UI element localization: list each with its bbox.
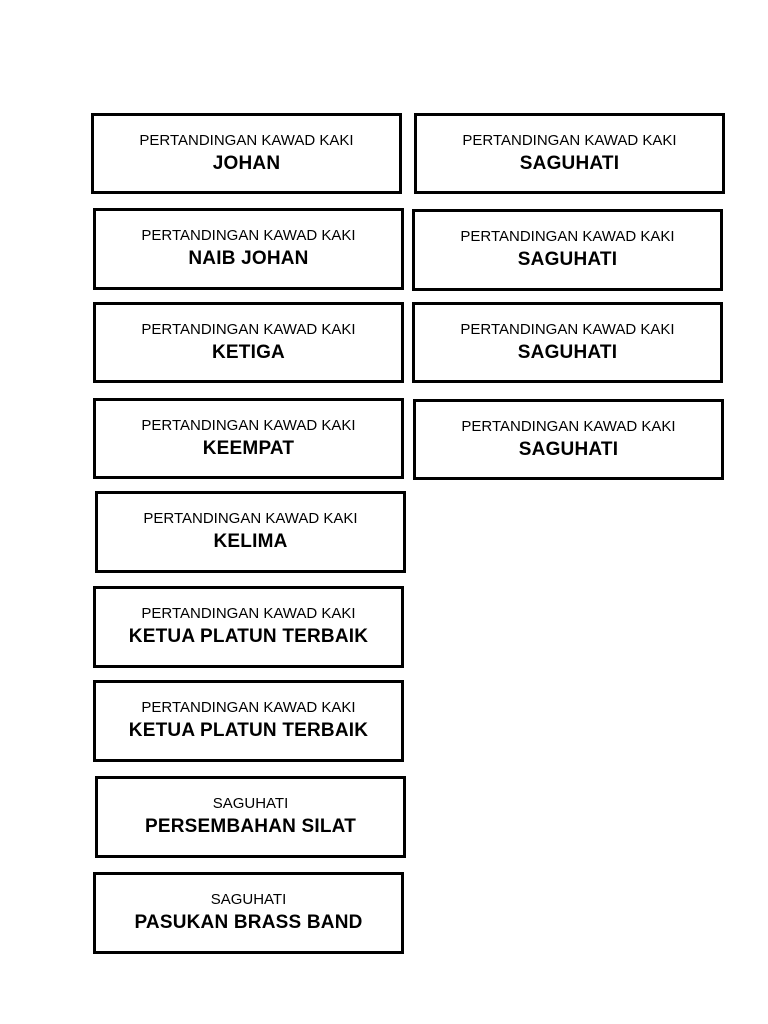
label-card-naib-johan bbox=[93, 208, 404, 290]
label-card-pasukan-brass-band bbox=[93, 872, 404, 954]
card-subtitle: PERTANDINGAN KAWAD KAKI bbox=[141, 605, 356, 622]
card-subtitle: SAGUHATI bbox=[210, 891, 287, 908]
label-card-saguhati-2 bbox=[412, 209, 723, 291]
label-card-johan bbox=[91, 113, 402, 194]
label-card-keempat bbox=[93, 398, 404, 479]
card-title: KETIGA bbox=[212, 341, 285, 363]
label-card-ketua-platun-terbaik-1 bbox=[93, 586, 404, 668]
label-card-saguhati-4 bbox=[413, 399, 724, 480]
card-subtitle: PERTANDINGAN KAWAD KAKI bbox=[141, 699, 356, 716]
card-subtitle: PERTANDINGAN KAWAD KAKI bbox=[462, 131, 677, 149]
label-card-kelima bbox=[95, 491, 406, 573]
card-subtitle: PERTANDINGAN KAWAD KAKI bbox=[141, 416, 356, 434]
label-card-persembahan-silat bbox=[95, 776, 406, 858]
card-subtitle: PERTANDINGAN KAWAD KAKI bbox=[143, 510, 358, 527]
label-card-ketua-platun-terbaik-2 bbox=[93, 680, 404, 762]
card-title: KETUA PLATUN TERBAIK bbox=[128, 720, 369, 741]
card-title: SAGUHATI bbox=[517, 249, 618, 270]
card-title: PERSEMBAHAN SILAT bbox=[145, 816, 356, 837]
card-title: PASUKAN BRASS BAND bbox=[134, 912, 363, 933]
card-title: SAGUHATI bbox=[518, 438, 619, 460]
card-title: KETUA PLATUN TERBAIK bbox=[128, 626, 369, 647]
card-subtitle: PERTANDINGAN KAWAD KAKI bbox=[141, 320, 356, 338]
card-title: NAIB JOHAN bbox=[188, 248, 309, 269]
card-title: KELIMA bbox=[213, 531, 288, 552]
card-subtitle: PERTANDINGAN KAWAD KAKI bbox=[461, 417, 676, 435]
label-card-saguhati-3 bbox=[412, 302, 723, 383]
card-subtitle: PERTANDINGAN KAWAD KAKI bbox=[141, 227, 356, 244]
card-subtitle: PERTANDINGAN KAWAD KAKI bbox=[460, 320, 675, 338]
card-title: SAGUHATI bbox=[517, 341, 618, 363]
card-title: SAGUHATI bbox=[519, 152, 620, 174]
label-card-ketiga bbox=[93, 302, 404, 383]
card-title: KEEMPAT bbox=[202, 437, 295, 459]
card-subtitle: PERTANDINGAN KAWAD KAKI bbox=[460, 228, 675, 245]
card-subtitle: PERTANDINGAN KAWAD KAKI bbox=[139, 131, 354, 149]
label-card-saguhati-1 bbox=[414, 113, 725, 194]
card-subtitle: SAGUHATI bbox=[212, 795, 289, 812]
card-title: JOHAN bbox=[212, 152, 281, 174]
